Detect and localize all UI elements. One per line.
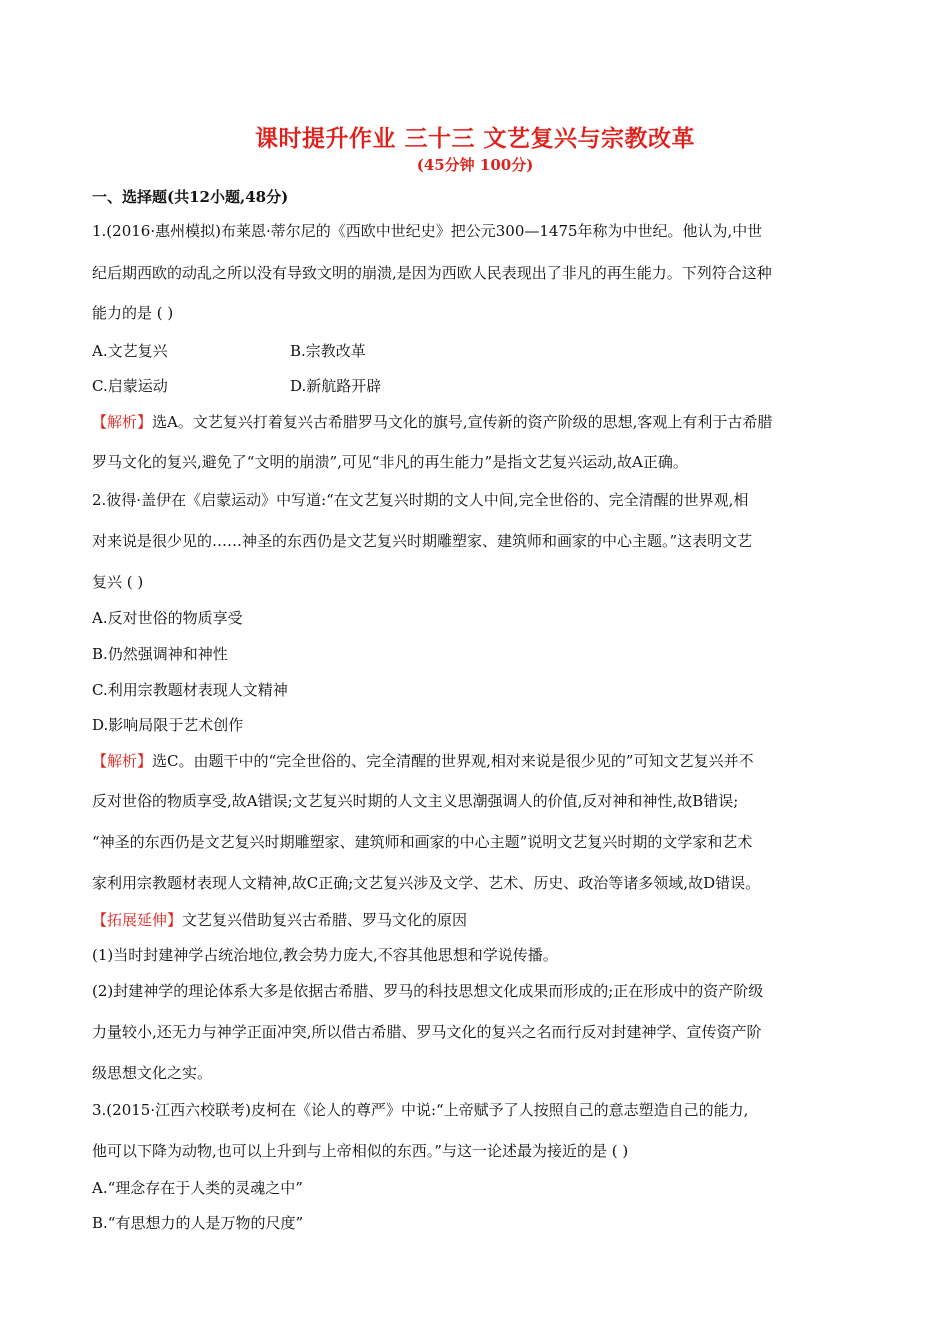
q2-option-b: B.仍然强调神和神性 xyxy=(92,645,228,663)
q3-line: 他可以下降为动物,也可以上升到与上帝相似的东西。”与这一论述最为接近的是 ( ) xyxy=(92,1142,629,1160)
q2-analysis-line: 反对世俗的物质享受,故A错误;文艺复兴时期的人文主义思潮强调人的价值,反对神和神性,故B错误; xyxy=(92,792,739,810)
q1-analysis-line xyxy=(92,411,772,432)
q1-option-b: B.宗教改革 xyxy=(290,342,366,360)
extend-tag: 【拓展延伸】 xyxy=(92,911,183,929)
q2-analysis-line: “神圣的东西仍是文艺复兴时期雕塑家、建筑师和画家的中心主题”说明文艺复兴时期的文学家和艺术 xyxy=(92,833,753,851)
q2-extend-line: (2)封建神学的理论体系大多是依据古希腊、罗马的科技思想文化成果而形成的;正在形成中的资产阶级 xyxy=(92,982,764,1000)
q2-line: 2.彼得·盖伊在《启蒙运动》中写道:“在文艺复兴时期的文人中间,完全世俗的、完全清醒的世界观,相 xyxy=(92,491,749,509)
page-subtitle: (45分钟 100分) xyxy=(416,156,534,174)
q1-line: 能力的是 ( ) xyxy=(92,304,174,322)
analysis-text: 选C。由题干中的“完全世俗的、完全清醒的世界观,相对来说是很少见的”可知文艺复兴并不 xyxy=(152,752,754,770)
q2-option-d: D.影响局限于艺术创作 xyxy=(92,716,244,734)
analysis-tag: 【解析】 xyxy=(92,413,153,431)
q1-analysis-line: 罗马文化的复兴,避免了“文明的崩溃”,可见“非凡的再生能力”是指文艺复兴运动,故A正确。 xyxy=(92,453,688,471)
q2-option-c: C.利用宗教题材表现人文精神 xyxy=(92,681,288,699)
q3-option-b: B.“有思想力的人是万物的尺度” xyxy=(92,1214,304,1232)
page-title: 课时提升作业 三十三 文艺复兴与宗教改革 xyxy=(254,126,695,152)
extend-title: 文艺复兴借助复兴古希腊、罗马文化的原因 xyxy=(182,911,468,929)
q1-line: 1.(2016·惠州模拟)布莱恩·蒂尔尼的《西欧中世纪史》把公元300—1475年称为中世纪。他认为,中世 xyxy=(92,222,763,240)
analysis-tag: 【解析】 xyxy=(92,752,153,770)
q1-line: 纪后期西欧的动乱之所以没有导致文明的崩溃,是因为西欧人民表现出了非凡的再生能力。下列符合这种 xyxy=(92,264,772,282)
q1-option-d: D.新航路开辟 xyxy=(290,377,382,395)
q2-extend-line: 力量较小,还无力与神学正面冲突,所以借古希腊、罗马文化的复兴之名而行反对封建神学、宣传资产阶 xyxy=(92,1023,762,1041)
section-heading: 一、选择题(共12小题,48分) xyxy=(92,188,289,206)
q2-analysis-line: 家利用宗教题材表现人文精神,故C正确;文艺复兴涉及文学、艺术、历史、政治等诸多领域,故D错误。 xyxy=(92,874,761,892)
q2-analysis-line xyxy=(92,750,754,771)
analysis-text: 选A。文艺复兴打着复兴古希腊罗马文化的旗号,宣传新的资产阶级的思想,客观上有利于古希腊 xyxy=(152,413,773,431)
q2-option-a: A.反对世俗的物质享受 xyxy=(92,609,243,627)
q2-extend-line xyxy=(92,909,467,930)
q2-extend-line: 级思想文化之实。 xyxy=(92,1064,213,1082)
q1-option-c: C.启蒙运动 xyxy=(92,377,168,395)
q3-option-a: A.“理念存在于人类的灵魂之中” xyxy=(92,1179,303,1197)
q1-option-a: A.文艺复兴 xyxy=(92,342,168,360)
q2-extend-line: (1)当时封建神学占统治地位,教会势力庞大,不容其他思想和学说传播。 xyxy=(92,946,558,964)
q2-line: 复兴 ( ) xyxy=(92,573,144,591)
q2-line: 对来说是很少见的……神圣的东西仍是文艺复兴时期雕塑家、建筑师和画家的中心主题。”这表明文艺 xyxy=(92,532,753,550)
q3-line: 3.(2015·江西六校联考)皮柯在《论人的尊严》中说:“上帝赋予了人按照自己的意志塑造自己的能力, xyxy=(92,1101,749,1119)
